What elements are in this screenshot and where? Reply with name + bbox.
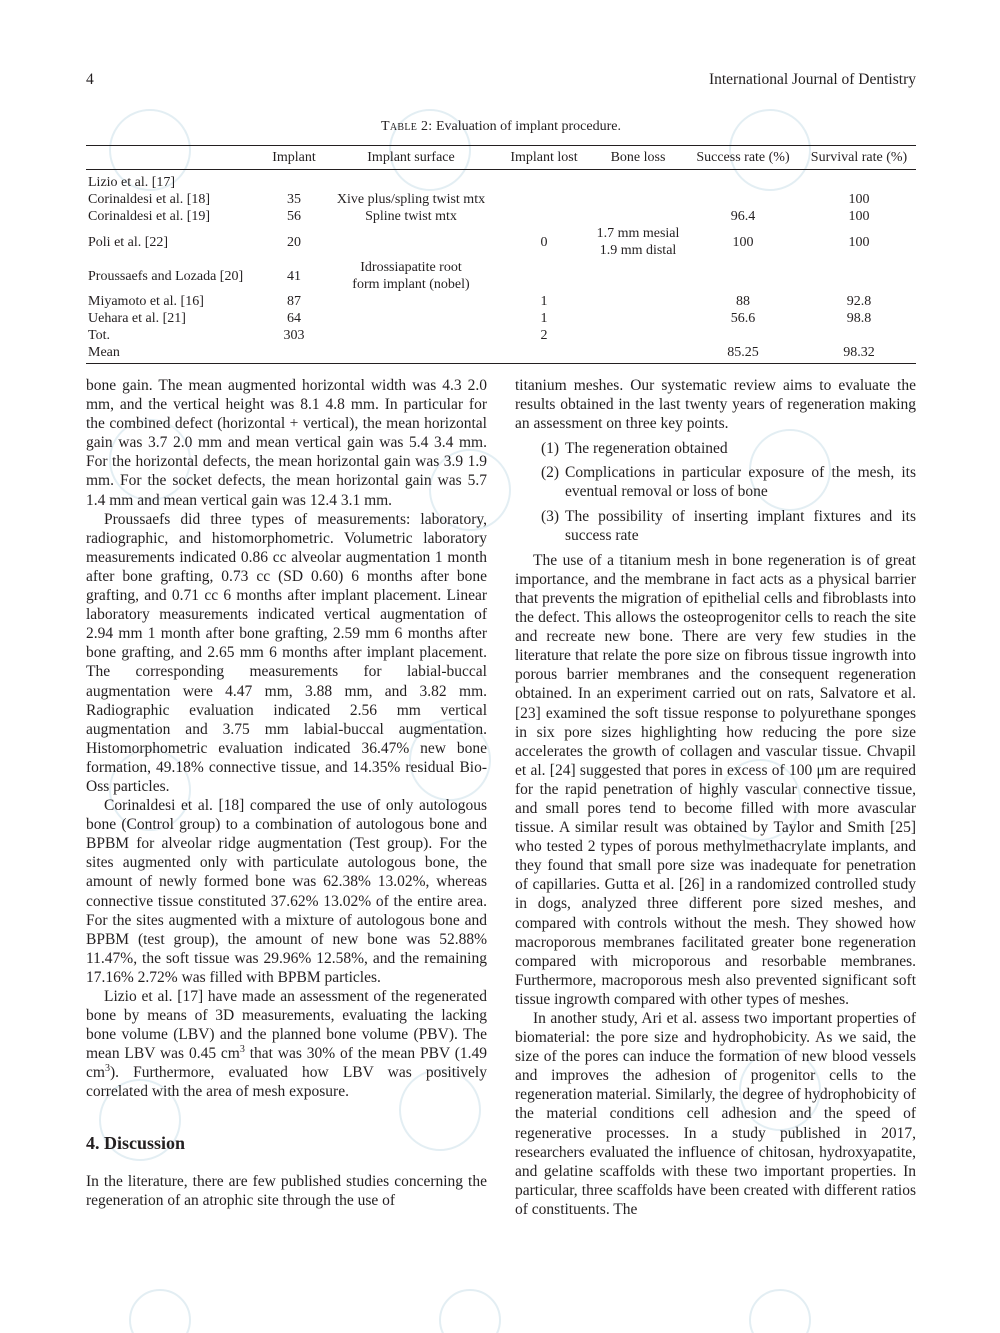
- table-cell: [326, 293, 496, 310]
- table-cell: 92.8: [846, 294, 872, 309]
- table-cell: 1: [540, 294, 548, 309]
- text-run: ). Furthermore, evaluated how LBV was positively correlated with the area of mesh exposure.: [86, 1064, 487, 1101]
- table-header-cell: [86, 146, 262, 170]
- table-header-cell: Implant: [262, 146, 326, 170]
- table-cell: 87: [287, 294, 301, 309]
- table-cell: Xive plus/spling twist mtx: [336, 192, 486, 207]
- table-cell: 98.32: [843, 345, 875, 360]
- table-cell: [496, 208, 592, 225]
- list-number: (2): [541, 464, 560, 482]
- paragraph: [86, 987, 487, 1102]
- table-cell: 100: [848, 234, 870, 250]
- table-cell: [684, 259, 802, 293]
- paragraph: titanium meshes. Our systematic review aims to evaluate the results obtained in the last twenty years of regeneration making an assessment on three key points.: [515, 377, 916, 433]
- table-header-cell: Implant surface: [326, 146, 496, 170]
- table-cell-bone-loss: [592, 225, 684, 259]
- table-cell-surface: [326, 259, 496, 293]
- table-cell: [326, 310, 496, 327]
- journal-name: International Journal of Dentistry: [708, 71, 916, 88]
- table-row: [86, 225, 916, 259]
- table-cell-study: Miyamoto et al. [16]: [88, 294, 204, 309]
- table-cell: 100: [848, 209, 870, 224]
- table-cell: [326, 225, 496, 259]
- table-cell: 35: [287, 192, 301, 207]
- table-cell: [802, 170, 916, 192]
- list-item: [515, 463, 916, 501]
- bone-loss-distal: 1.9 mm distal: [599, 243, 677, 258]
- table-cell: [496, 170, 592, 192]
- table-cell: Spline twist mtx: [365, 209, 457, 224]
- table-cell: [802, 327, 916, 344]
- page-number: 4: [86, 71, 94, 88]
- table-cell: [496, 191, 592, 208]
- list-text: The regeneration obtained: [565, 440, 728, 458]
- table-cell: 64: [287, 311, 301, 326]
- table-cell-study: Uehara et al. [21]: [88, 311, 186, 326]
- table-cell: 100: [848, 192, 870, 207]
- table-cell-study: Tot.: [88, 328, 110, 343]
- table-cell: [496, 259, 592, 293]
- table-cell: [592, 293, 684, 310]
- table-row-mean: [86, 344, 916, 364]
- table-caption-label: Table 2:: [380, 119, 433, 134]
- table-header-cell: Success rate (%): [684, 146, 802, 170]
- table-cell: 2: [540, 328, 548, 343]
- table-cell-study: Lizio et al. [17]: [88, 175, 176, 190]
- right-column: [515, 376, 916, 1219]
- table-cell: 85.25: [727, 345, 759, 360]
- superscript: 3: [239, 1044, 245, 1056]
- list-text: The possibility of inserting implant fixtures and its success rate: [565, 507, 916, 544]
- table-cell: 96.4: [730, 209, 756, 224]
- key-points-list: [515, 439, 916, 544]
- table-cell: [326, 170, 496, 192]
- paragraph: Corinaldesi et al. [18] compared the use of only autologous bone (Control group) to a combination of autologous bone and BPBM for alveolar ridge augmentation (Test group). For the sites augmented only with particulate autologous bone, the amount of newly formed bone was 62.38% 13.02%, whereas connective tissue constituted 37.62% 13.02% of the entire area. For the sites augmented with a mixture of autologous bone and BPBM (test group), the amount of new bone was 52.88% 11.47%, the soft tissue was 29.96% 12.58%, and the remaining 17.16% 2.72% was filled with BPBM particles.: [86, 797, 487, 986]
- table-row: [86, 191, 916, 208]
- list-item: [515, 507, 916, 545]
- table-cell: 56: [287, 209, 301, 224]
- paragraph: bone gain. The mean augmented horizontal width was 4.3 2.0 mm, and the vertical height was 8.1 4.8 mm. In particular for the combined defect (horizontal + vertical), the mean horizontal gain was 3.7 2.0 mm and mean vertical gain was 5.4 3.4 mm. For the horizontal defects, the mean horizontal gain was 3.9 1.9 mm. For the socket defects, the mean horizontal gain was 5.7 1.4 mm and mean vertical gain was 12.4 3.1 mm.: [86, 377, 487, 509]
- table-cell: 20: [287, 234, 301, 250]
- table-header-cell: Bone loss: [592, 146, 684, 170]
- table-cell: [592, 310, 684, 327]
- table-row: [86, 310, 916, 327]
- table-caption: [86, 119, 916, 135]
- left-column: [86, 376, 487, 1210]
- surface-line: form implant (nobel): [352, 277, 470, 292]
- table-cell-study: Corinaldesi et al. [19]: [88, 209, 211, 224]
- list-number: (3): [541, 507, 560, 525]
- table-cell: [592, 259, 684, 293]
- table-cell: 88: [736, 294, 750, 309]
- list-text: Complications in particular exposure of the mesh, its eventual removal or loss of bone: [565, 464, 916, 501]
- table-row: [86, 259, 916, 293]
- table-cell: 1: [540, 311, 548, 326]
- running-head: [86, 71, 916, 93]
- table-header-cell: Survival rate (%): [802, 146, 916, 170]
- table-cell: 41: [287, 268, 301, 284]
- table-cell: [262, 170, 326, 192]
- table-caption-text: Evaluation of implant procedure.: [435, 119, 621, 134]
- text-run: that was 30% of the mean PBV (1.49 cm: [86, 1045, 487, 1082]
- table-cell: [262, 344, 326, 364]
- table-row-total: [86, 327, 916, 344]
- table-cell: [592, 327, 684, 344]
- list-item: [515, 439, 916, 458]
- table-cell: [592, 208, 684, 225]
- table-cell: [592, 191, 684, 208]
- table-cell: [496, 344, 592, 364]
- table-cell: 98.8: [846, 311, 872, 326]
- table-cell: [684, 327, 802, 344]
- superscript: 3: [104, 1063, 110, 1075]
- table-cell: [684, 170, 802, 192]
- table-cell-study: Corinaldesi et al. [18]: [88, 192, 211, 207]
- paragraph: In another study, Ari et al. assess two important properties of biomaterial: the pore size and hydrophobicity. As we said, the size of the pores can induce the formation of new blood vessels and improves the adhesion of progenitor cells to the regeneration material. Similarly, the degree of hydrophobicity of the material conditions cell adhesion and the speed of regenerative processes. In a study published in 2017, researchers evaluated the influence of chitosan, hydroxyapatite, and gelatine scaffolds with these two important properties. In particular, three scaffolds have been created with different ratios of constituents. The: [515, 1010, 916, 1218]
- table-cell: [592, 170, 684, 192]
- table-header-cell: Implant lost: [496, 146, 592, 170]
- table-cell: 0: [540, 234, 548, 250]
- paragraph: In the literature, there are few published studies concerning the regeneration of an atrophic site through the use of: [86, 1172, 487, 1209]
- evaluation-table: [86, 145, 916, 364]
- table-cell: [684, 191, 802, 208]
- table-row: [86, 170, 916, 192]
- paragraph: Proussaefs did three types of measurements: laboratory, radiographic, and histomorphometric. Volumetric laboratory measurements indicated 0.86 cc alveolar augmentation 1 month after bone grafting, 0.73 cc (SD 0.60) 6 months after bone grafting, and 0.71 cc 6 months after implant placement. Linear laboratory measurements indicated vertical augmentation of 2.94 mm 1 month after bone grafting, 2.59 mm 6 months after bone grafting, and 2.65 mm 6 months after implant placement. The corresponding measurements for labial-buccal augmentation were 4.47 mm, 3.88 mm, and 3.82 mm. Radiographic evaluation indicated 2.56 mm vertical augmentation and 3.75 mm labial-buccal augmentation. Histomorphometric evaluation indicated 36.47% new bone formation, 49.18% connective tissue, and 14.35% residual Bio-Oss particles.: [86, 510, 487, 795]
- table-cell: 303: [283, 328, 305, 343]
- bone-loss-mesial: 1.7 mm mesial: [596, 226, 680, 241]
- table-cell: 56.6: [730, 311, 756, 326]
- table-cell-study: Mean: [88, 345, 120, 360]
- table-cell-study: Poli et al. [22]: [88, 234, 169, 250]
- table-cell: [326, 344, 496, 364]
- table-row: [86, 293, 916, 310]
- table-cell: 100: [732, 234, 754, 250]
- table-header-row: [86, 146, 916, 170]
- table-row: [86, 208, 916, 225]
- table-cell: [802, 259, 916, 293]
- list-number: (1): [541, 440, 560, 458]
- section-heading: 4. Discussion: [86, 1132, 186, 1153]
- surface-line: Idrossiapatite root: [360, 260, 462, 275]
- table-cell: [592, 344, 684, 364]
- paragraph: The use of a titanium mesh in bone regeneration is of great importance, and the membrane in fact acts as a physical barrier that prevents the migration of epithelial cells and fibroblasts into the defect. This allows the osteoprogenitor cells to reach the site and recreate new bone. There are very few studies in the literature that relate the pore size on fibrous tissue ingrowth into porous barrier membranes and the consequent regeneration obtained. In an experiment carried out on rats, Salvatore et al. [23] examined the soft tissue response to polyurethane sponges in six pore sizes highlighting how reducing the pore size accelerates the growth of collagen and vascular tissue. Chvapil et al. [24] suggested that pores in excess of 100 μm are required for the rapid penetration of highly vascular connective tissue, and small pores tend to become filled with more avascular tissue. A similar result was obtained by Taylor and Smith [25] who tested 2 types of porous methylmethacrylate implants, and they found that small pore size was inadequate for penetration of capillaries. Gutta et al. [26] in a randomized controlled study in dogs, analyzed three different pore sized meshes, and compared with controls without the mesh. They showed how macroporous membranes facilitated greater bone regeneration compared with microporous and resorbable membranes. Furthermore, macroporous mesh also prevented significant soft tissue ingrowth compared with other types of meshes.: [515, 551, 916, 1008]
- table-cell: [326, 327, 496, 344]
- table-cell-study: Proussaefs and Lozada [20]: [88, 268, 244, 284]
- text-run: Lizio et al. [17] have made an assessment of the regenerated bone by means of 3D measurements, evaluating the lacking bone volume (LBV) and the planned bone volume (PBV). The mean LBV was 0.45 cm: [86, 988, 487, 1063]
